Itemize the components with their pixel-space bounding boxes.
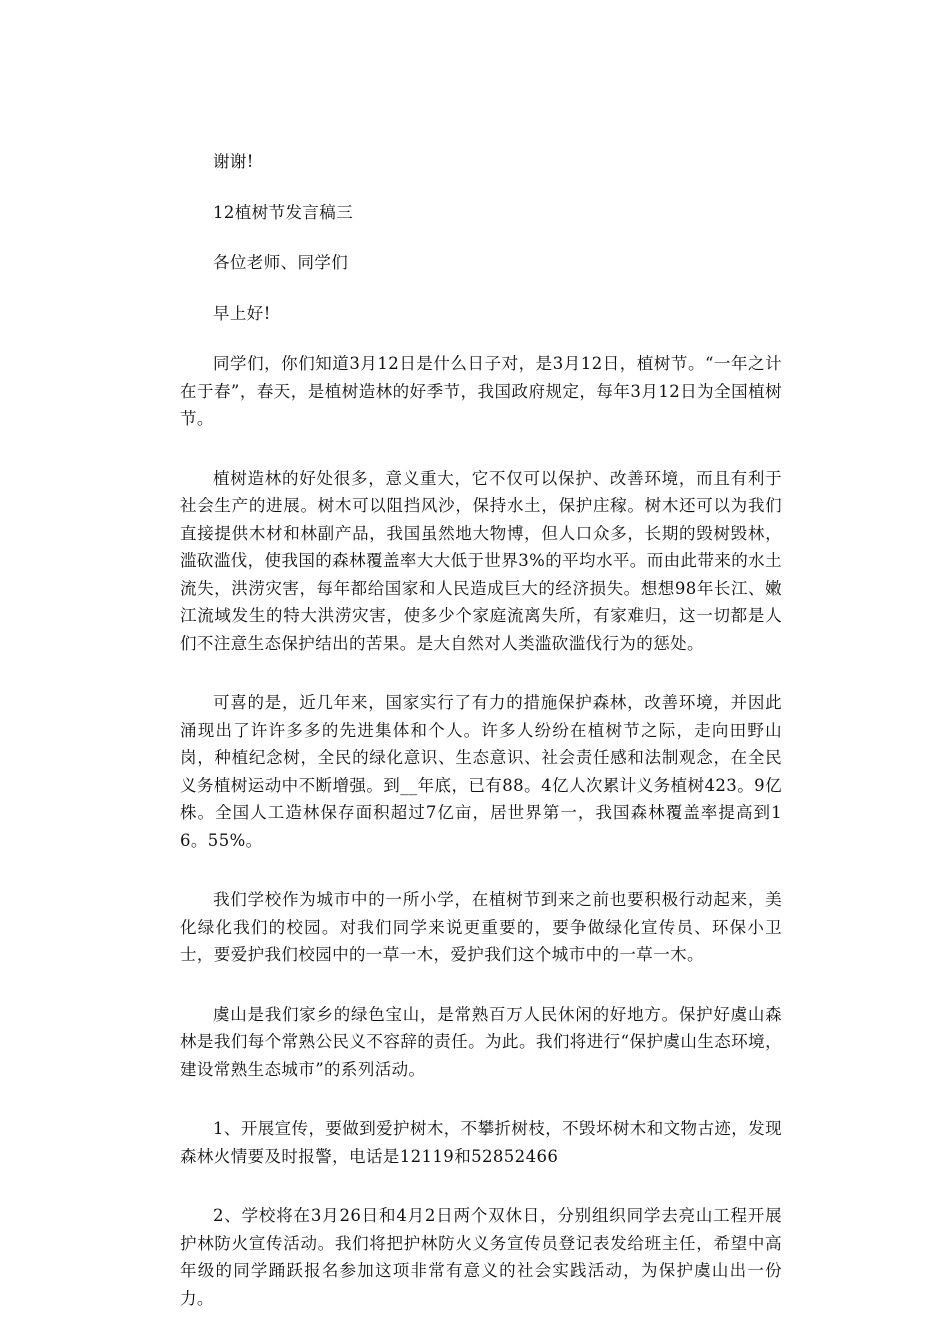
paragraph-arbor-day-intro: 同学们，你们知道3月12日是什么日子对，是3月12日，植树节。“一年之计在于春”，春天，是植树造林的好季节，我国政府规定，每年3月12日为全国植树节。 bbox=[180, 354, 782, 428]
list-item-2: 2、学校将在3月26日和4月2日两个双休日，分别组织同学去亮山工程开展护林防火宣传活动。我们将把护林防火义务宣传员登记表发给班主任，希望中高年级的同学踊跃报名参加这项非常有意义的社会实践活动，为保护虞山出一份力。 bbox=[180, 1206, 782, 1308]
paragraph-yushan: 虞山是我们家乡的绿色宝山，是常熟百万人民休闲的好地方。保护好虞山森林是我们每个常熟公民义不容辞的责任。为此。我们将进行“保护虞山生态环境，建设常熟生态城市”的系列活动。 bbox=[180, 1004, 782, 1079]
paragraph-achievements: 可喜的是，近几年来，国家实行了有力的措施保护森林，改善环境，并因此涌现出了许许多多的先进集体和个人。许多人纷纷在植树节之际，走向田野山岗，种植纪念树，全民的绿化意识、生态意识、社会责任感和法制观念，在全民义务植树运动中不断增强。到__年底，已有88。4亿人次累计义务植树423。9亿株。全国人工造林保存面积超过7亿亩，居世界第一，我国森林覆盖率提高到16。55%。 bbox=[180, 693, 782, 850]
salutation: 各位老师、同学们 bbox=[213, 253, 349, 272]
paragraph-school-action: 我们学校作为城市中的一所小学，在植树节到来之前也要积极行动起来，美化绿化我们的校园。对我们同学来说更重要的，要争做绿化宣传员、环保小卫士，要爱护我们校园中的一草一木，爱护我们这个城市中的一草一木。 bbox=[180, 890, 782, 964]
greeting: 早上好! bbox=[213, 303, 271, 323]
document-body bbox=[180, 148, 782, 1344]
list-item-1: 1、开展宣传，要做到爱护树木，不攀折树枝，不毁坏树木和文物古迹，发现森林火情要及时报警，电话是12119和52852466 bbox=[180, 1119, 782, 1166]
speech-title: 12植树节发言稿三 bbox=[213, 202, 354, 222]
paragraph-benefits: 植树造林的好处很多，意义重大，它不仅可以保护、改善环境，而且有利于社会生产的进展。树木可以阻挡风沙，保持水土，保护庄稼。树木还可以为我们直接提供木材和林副产品，我国虽然地大物博，但人口众多，长期的毁树毁林，滥砍滥伐，使我国的森林覆盖率大大低于世界3%的平均水平。而由此带来的水土流失，洪涝灾害，每年都给国家和人民造成巨大的经济损失。想想98年长江、嫩江流域发生的特大洪涝灾害，使多少个家庭流离失所，有家难归，这一切都是人们不注意生态保护结出的苦果。是大自然对人类滥砍滥伐行为的惩处。 bbox=[180, 468, 782, 653]
closing-thanks: 谢谢! bbox=[213, 152, 254, 171]
